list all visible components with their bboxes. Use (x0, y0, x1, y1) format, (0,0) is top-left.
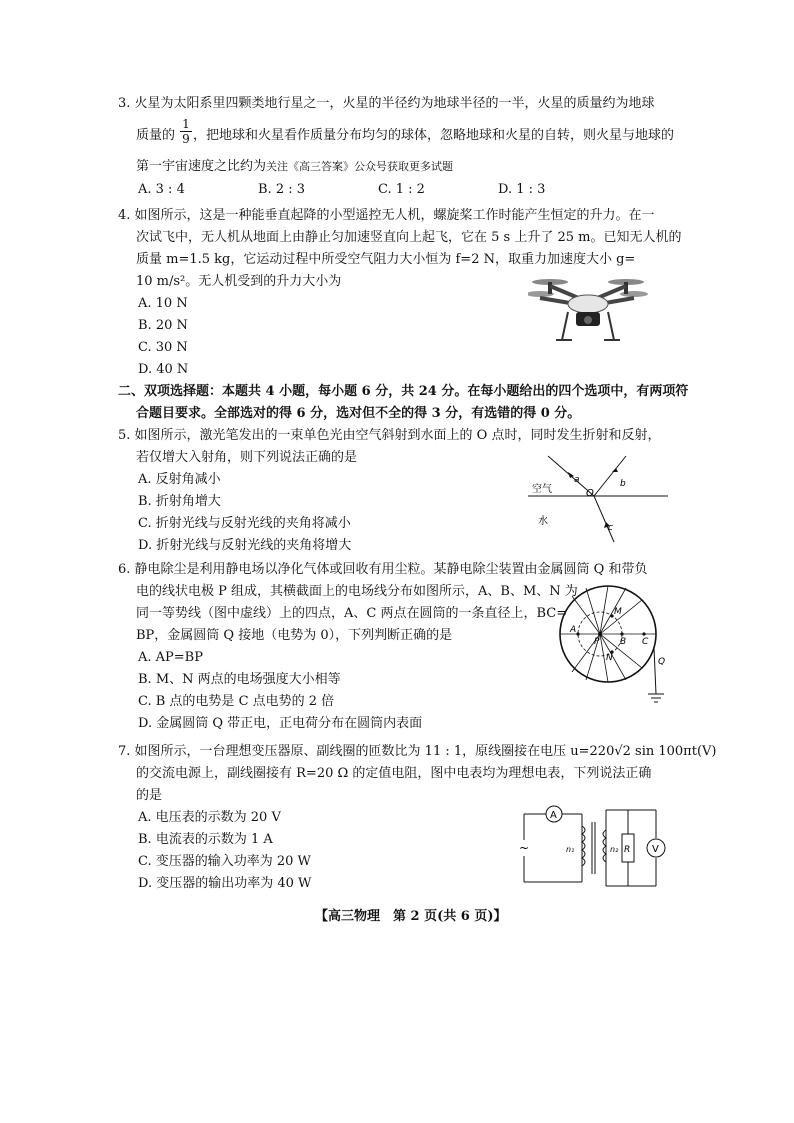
q3-watermark: 关注《高三答案》公众号获取更多试题 (266, 160, 454, 173)
transformer-circuit-diagram (516, 800, 676, 890)
q7-option-a: A. 电压表的示数为 20 V (138, 810, 281, 825)
ground-wire (654, 648, 656, 694)
q6-line4: BP，金属圆筒 Q 接地（电势为 0），下列判断正确的是 (136, 628, 453, 643)
q5-option-b: B. 折射角增大 (138, 494, 221, 509)
q3-line3-text: 第一宇宙速度之比约为 (136, 159, 267, 174)
q4-line2: 次试飞中，无人机从地面上由静止匀加速竖直向上起飞，它在 5 s 上升了 25 m。已知无人机的 (136, 230, 682, 245)
label-p: P (594, 637, 600, 647)
q7-option-b: B. 电流表的示数为 1 A (138, 832, 273, 847)
q6-line3: 同一等势线（图中虚线）上的四点，A、C 两点在圆筒的一条直径上，BC= (136, 606, 568, 621)
q3-line1: 3. 火星为太阳系里四颗类地行星之一，火星的半径约为地球半径的一半，火星的质量约为地球 (118, 96, 655, 111)
q3-option-a: A. 3 : 4 (138, 182, 185, 197)
q6-option-d: D. 金属圆筒 Q 带正电，正电荷分布在圆筒内表面 (138, 716, 423, 731)
q3-option-c: C. 1 : 2 (378, 182, 425, 197)
q7-option-d: D. 变压器的输出功率为 40 W (138, 876, 312, 891)
q3-line2b: ，把地球和火星看作质量分布均匀的球体，忽略地球和火星的自转，则火星与地球的 (193, 128, 675, 143)
q4-line4: 10 m/s²。无人机受到的升力大小为 (136, 274, 342, 289)
section2-line1: 二、双项选择题：本题共 4 小题，每小题 6 分，共 24 分。在每小题给出的四个选项中，有两项符 (118, 384, 689, 399)
q5-option-d: D. 折射光线与反射光线的夹角将增大 (138, 538, 352, 553)
label-c: C (642, 637, 649, 647)
label-water: 水 (538, 516, 548, 527)
q4-line1: 4. 如图所示，这是一种能垂直起降的小型遥控无人机，螺旋桨工作时能产生恒定的升力。在一 (118, 208, 655, 223)
q6-option-a: A. AP=BP (138, 650, 203, 665)
label-n2: n₂ (610, 845, 619, 854)
drone-image (528, 272, 648, 348)
label-b: B (620, 637, 627, 647)
refraction-diagram (528, 452, 668, 544)
label-a: A (570, 625, 577, 635)
q5-option-a: A. 反射角减小 (138, 472, 221, 487)
q5-line2: 若仅增大入射角，则下列说法正确的是 (136, 450, 358, 465)
point-a (576, 632, 579, 635)
q4-option-b: B. 20 N (138, 318, 188, 333)
electrode-p (598, 632, 602, 636)
q5-option-c: C. 折射光线与反射光线的夹角将减小 (138, 516, 351, 531)
ammeter-label: A (550, 810, 557, 821)
label-b: b (620, 479, 626, 489)
q5-line1: 5. 如图所示，激光笔发出的一束单色光由空气斜射到水面上的 O 点时，同时发生折射和反射， (118, 428, 661, 443)
label-n: N (606, 653, 613, 663)
voltmeter-label: V (652, 844, 659, 855)
label-r: R (624, 845, 631, 855)
section2-line2: 合题目要求。全部选对的得 6 分，选对但不全的得 3 分，有选错的得 0 分。 (136, 406, 581, 421)
reflected-ray-b (594, 456, 626, 496)
q7-line1: 7. 如图所示，一台理想变压器原、副线圈的匝数比为 11 : 1，原线圈接在电压 u=220√2 sin 100πt(V) (118, 744, 717, 759)
q3-option-b: B. 2 : 3 (258, 182, 306, 197)
q7-option-c: C. 变压器的输入功率为 20 W (138, 854, 311, 869)
q6-option-c: C. B 点的电势是 C 点电势的 2 倍 (138, 694, 335, 709)
q6-option-b: B. M、N 两点的电场强度大小相等 (138, 672, 341, 687)
q3-option-d: D. 1 : 3 (498, 182, 546, 197)
label-o: O (586, 488, 594, 499)
label-m: M (614, 607, 622, 617)
label-n1: n₁ (566, 845, 575, 854)
label-q: Q (658, 657, 666, 667)
ac-source-symbol: ~ (519, 841, 530, 855)
q6-line1: 6. 静电除尘是利用静电场以净化气体或回收有用尘粒。某静电除尘装置由金属圆筒 Q 和带负 (118, 562, 648, 577)
point-b (620, 632, 623, 635)
refracted-ray-c (594, 496, 614, 542)
page-footer: 【高三物理 第 2 页(共 6 页)】 (315, 909, 507, 924)
q7-line3: 的是 (136, 788, 163, 803)
q3-fraction-numerator: 1 (182, 117, 190, 131)
electrostatic-precipitator-diagram (556, 574, 676, 714)
q4-option-a: A. 10 N (138, 296, 188, 311)
label-a: a (574, 475, 580, 485)
point-c (642, 632, 645, 635)
q4-option-c: C. 30 N (138, 340, 188, 355)
q7-line2: 的交流电源上，副线圈接有 R=20 Ω 的定值电阻，图中电表均为理想电表，下列说法正确 (136, 766, 652, 781)
q4-option-d: D. 40 N (138, 362, 189, 377)
q6-line2: 电的线状电极 P 组成，其横截面上的电场线分布如图所示，A、B、M、N 为 (136, 584, 578, 599)
label-c: c (608, 523, 613, 533)
reflected-arrow (612, 468, 618, 472)
q4-line3: 质量 m=1.5 kg，它运动过程中所受空气阻力大小恒为 f=2 N，取重力加速度大小 g= (136, 252, 636, 267)
q3-line3 (136, 158, 453, 176)
q3-fraction-denominator: 9 (180, 131, 192, 145)
label-air: 空气 (532, 484, 552, 495)
q3-fraction (180, 118, 192, 145)
q3-line2a: 质量的 (136, 128, 176, 143)
